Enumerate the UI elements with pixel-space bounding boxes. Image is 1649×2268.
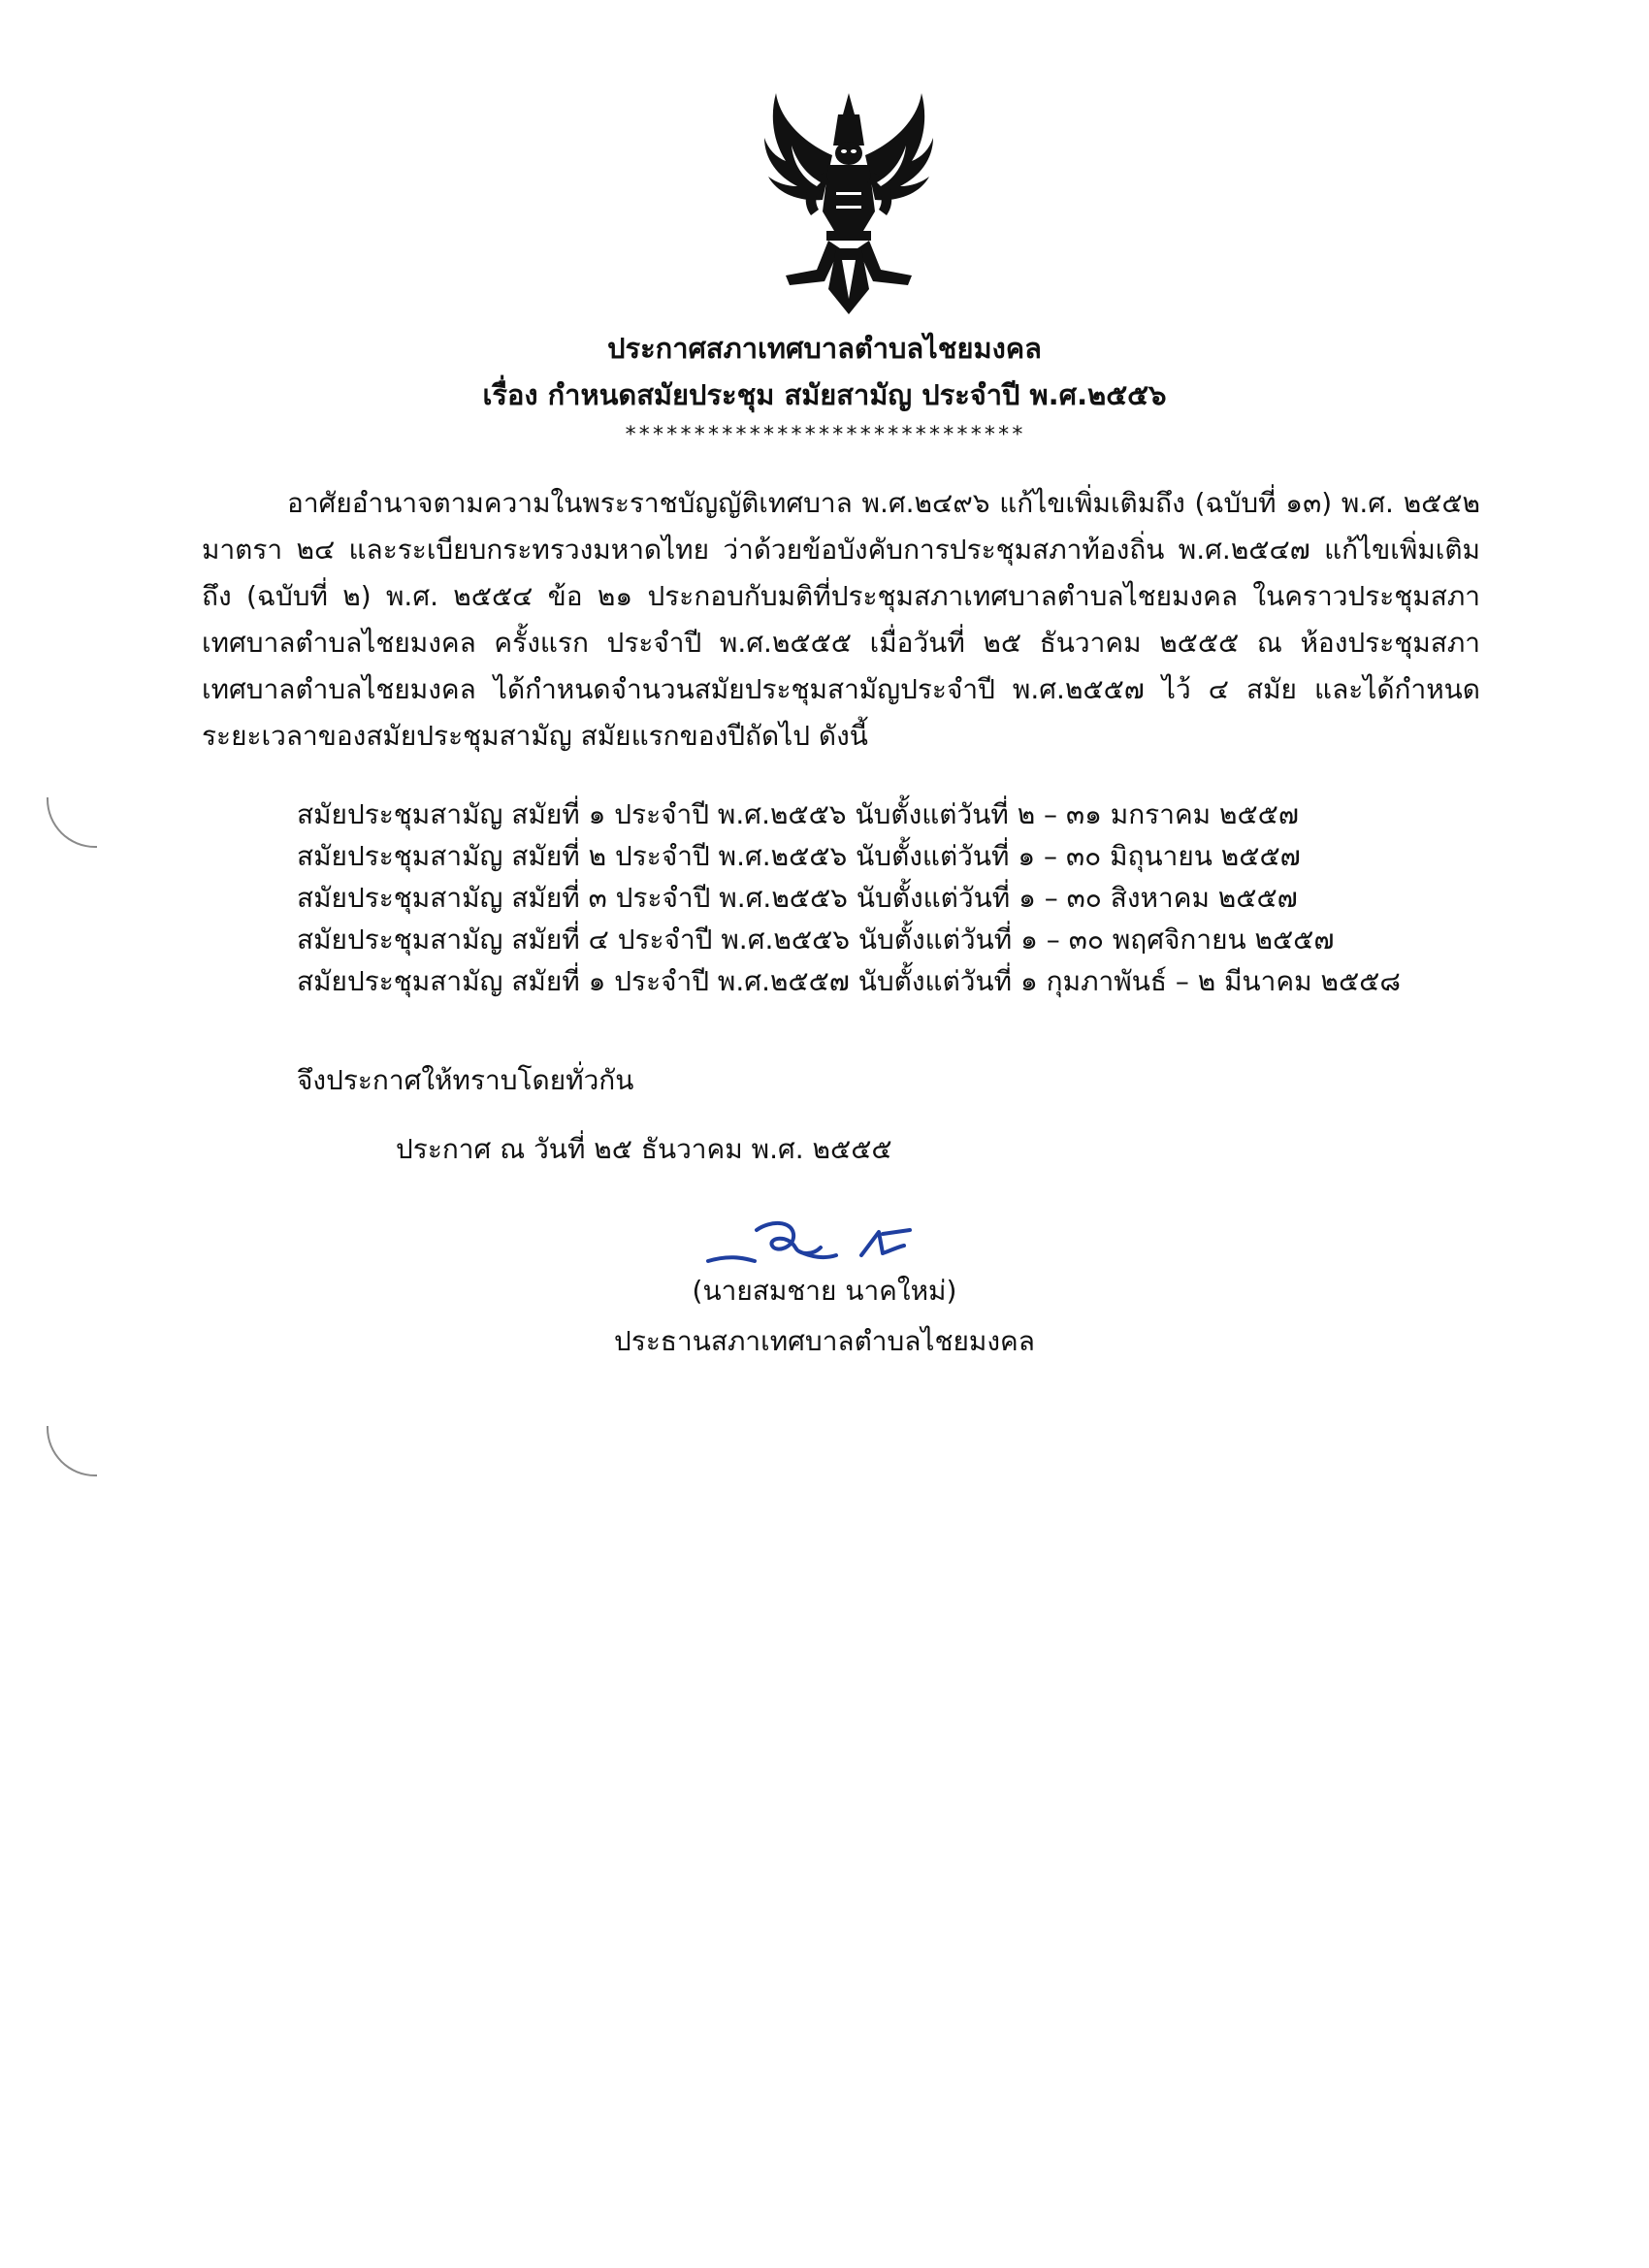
closing-notice: จึงประกาศให้ทราบโดยทั่วกัน [297,1064,634,1096]
garuda-emblem-icon [747,85,951,318]
session-row: สมัยประชุมสามัญ สมัยที่ ๒ ประจำปี พ.ศ.๒๕๕๖ นับตั้งแต่วันที่ ๑ – ๓๐ มิถุนายน ๒๕๕๗ [297,840,1301,872]
announcement-title: ประกาศสภาเทศบาลตำบลไชยมงคล [607,332,1042,365]
signer-name: (นายสมชาย นาคใหม่) [692,1275,957,1307]
handwritten-signature [698,1191,951,1279]
session-row: สมัยประชุมสามัญ สมัยที่ ๑ ประจำปี พ.ศ.๒๕๕๖ นับตั้งแต่วันที่ ๒ – ๓๑ มกราคม ๒๕๕๗ [297,798,1299,830]
body-paragraph [202,480,1480,760]
punch-hole-mark [47,797,97,848]
announcement-date: ประกาศ ณ วันที่ ๒๕ ธันวาคม พ.ศ. ๒๕๕๕ [396,1133,892,1165]
title-separator: ***************************** [624,423,1025,447]
session-schedule-list [297,794,1461,1002]
body-paragraph-text: อาศัยอำนาจตามความในพระราชบัญญัติเทศบาล พ.ศ.๒๔๙๖ แก้ไขเพิ่มเติมถึง (ฉบับที่ ๑๓) พ.ศ. ๒๕๕๒ มาตรา ๒๔ และระเบียบกระทรวงมหาดไทย ว่าด้วยข้อบังคับการประชุมสภาท้องถิ่น พ.ศ.๒๕๔๗ แก้ไขเพิ่มเติมถึง (ฉบับที่ ๒) พ.ศ. ๒๕๕๔ ข้อ ๒๑ ประกอบกับมติที่ประชุมสภาเทศบาลตำบลไชยมงคล ในคราวประชุมสภาเทศบาลตำบลไชยมงคล ครั้งแรก ประจำปี พ.ศ.๒๕๕๕ เมื่อวันที่ ๒๕ ธันวาคม ๒๕๕๕ ณ ห้องประชุมสภาเทศบาลตำบลไชยมงคล ได้กำหนดจำนวนสมัยประชุมสามัญประจำปี พ.ศ.๒๕๕๗ ไว้ ๔ สมัย และได้กำหนดระยะเวลาของสมัยประชุมสามัญ สมัยแรกของปีถัดไป ดังนี้ [202,487,1480,752]
session-row: สมัยประชุมสามัญ สมัยที่ ๑ ประจำปี พ.ศ.๒๕๕๗ นับตั้งแต่วันที่ ๑ กุมภาพันธ์ – ๒ มีนาคม ๒๕๕๘ [297,965,1401,997]
signer-position: ประธานสภาเทศบาลตำบลไชยมงคล [614,1325,1035,1357]
session-row: สมัยประชุมสามัญ สมัยที่ ๓ ประจำปี พ.ศ.๒๕๕๖ นับตั้งแต่วันที่ ๑ – ๓๐ สิงหาคม ๒๕๕๗ [297,882,1298,914]
session-row: สมัยประชุมสามัญ สมัยที่ ๔ ประจำปี พ.ศ.๒๕๕๖ นับตั้งแต่วันที่ ๑ – ๓๐ พฤศจิกายน ๒๕๕๗ [297,923,1335,956]
announcement-subject: เรื่อง กำหนดสมัยประชุม สมัยสามัญ ประจำปี พ.ศ.๒๕๕๖ [482,378,1167,411]
punch-hole-mark [47,1426,97,1476]
